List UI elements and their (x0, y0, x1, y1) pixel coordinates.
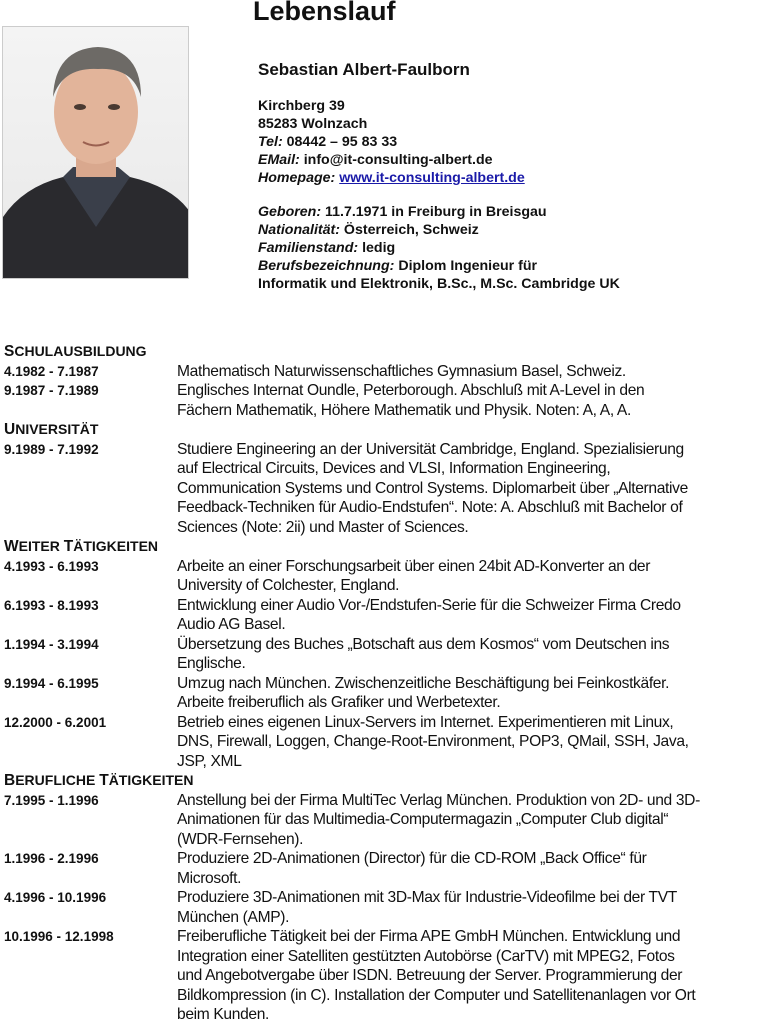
page-title: Lebenslauf (253, 0, 396, 26)
description-line: München (AMP). (177, 908, 290, 926)
entry-description (177, 440, 688, 538)
homepage-link[interactable]: www.it-consulting-albert.de (339, 170, 525, 186)
homepage-label: Homepage: (258, 170, 336, 186)
description-line: Fächern Mathematik, Höhere Mathematik und Physik. Noten: A, A, A. (177, 401, 631, 419)
entry-description (177, 362, 626, 382)
cv-entry (4, 849, 773, 888)
description-line: Mathematisch Naturwissenschaftliches Gymnasium Basel, Schweiz. (177, 362, 626, 380)
section-heading: SCHULAUSBILDUNG (4, 343, 147, 360)
cv-entry (4, 927, 773, 1024)
entry-description (177, 674, 669, 713)
personal-block (258, 203, 620, 293)
entry-date: 9.1994 - 6.1995 (4, 675, 99, 691)
description-line: Microsoft. (177, 869, 242, 887)
job-cont: Informatik und Elektronik, B.Sc., M.Sc. Cambridge UK (258, 276, 620, 292)
cv-sections (4, 342, 773, 1024)
description-line: Entwicklung einer Audio Vor-/Endstufen-Serie für die Schweizer Firma Credo (177, 596, 681, 614)
description-line: Studiere Engineering an der Universität Cambridge, England. Spezialisierung (177, 440, 684, 458)
entry-date: 7.1995 - 1.1996 (4, 792, 99, 808)
cv-entry (4, 557, 773, 596)
cv-entry (4, 791, 773, 850)
description-line: Bildkompression (in C). Installation der Computer und Satellitenanlagen vor Ort (177, 986, 696, 1004)
entry-description (177, 596, 681, 635)
description-line: University of Colchester, England. (177, 577, 400, 594)
nationality-label: Nationalität: (258, 222, 340, 238)
person-name: Sebastian Albert-Faulborn (258, 60, 470, 79)
description-line: Communication Systems und Control Systems. Diplomarbeit über „Alternative (177, 479, 688, 497)
entry-description (177, 713, 689, 772)
description-line: Integration einer Satelliten gestützten Autobörse (CarTV) mit MPEG2, Fotos (177, 947, 675, 965)
entry-date: 1.1996 - 2.1996 (4, 851, 99, 866)
tel: 08442 – 95 83 33 (282, 134, 398, 150)
nationality: Österreich, Schweiz (339, 222, 479, 238)
contact-block (258, 97, 525, 187)
description-line: Arbeite freiberuflich als Grafiker und Werbetexter. (177, 694, 501, 711)
description-line: Englische. (177, 655, 246, 672)
entry-date: 9.1987 - 7.1989 (4, 383, 99, 398)
description-line: Freiberufliche Tätigkeit bei der Firma APE GmbH München. Entwicklung und (177, 928, 681, 945)
cv-entry (4, 596, 773, 635)
entry-description (177, 791, 700, 850)
tel-label: Tel: (258, 134, 283, 150)
entry-date: 1.1994 - 3.1994 (4, 636, 99, 652)
description-line: Anstellung bei der Firma MultiTec Verlag München. Produktion von 2D- und 3D- (177, 791, 700, 809)
entry-date: 6.1993 - 8.1993 (4, 597, 99, 613)
entry-description (177, 557, 650, 596)
cv-entry (4, 713, 773, 772)
description-line: Arbeite an einer Forschungsarbeit über einen 24bit AD-Konverter an der (177, 557, 651, 575)
description-line: JSP, XML (177, 752, 242, 770)
description-line: Übersetzung des Buches „Botschaft aus dem Kosmos“ vom Deutschen ins (177, 635, 670, 653)
section-heading: BERUFLICHE TÄTIGKEITEN (4, 772, 194, 789)
cv-entry (4, 888, 773, 927)
section-heading: WEITER TÄTIGKEITEN (4, 538, 159, 555)
description-line: (WDR-Fernsehen). (177, 830, 304, 848)
born: 11.7.1971 in Freiburg in Breisgau (321, 204, 547, 220)
born-label: Geboren: (258, 204, 322, 220)
entry-date: 4.1996 - 10.1996 (4, 890, 107, 905)
cv-entry (4, 635, 773, 674)
description-line: Umzug nach München. Zwischenzeitliche Beschäftigung bei Feinkostkäfer. (177, 674, 670, 692)
entry-date: 12.2000 - 6.2001 (4, 714, 107, 730)
street: Kirchberg 39 (258, 98, 345, 114)
description-line: Animationen für das Multimedia-Computermagazin „Computer Club digital“ (177, 811, 669, 828)
description-line: und Angebotvergabe über ISDN. Betreuung der Server. Programmierung der (177, 967, 683, 984)
cv-entry (4, 440, 773, 538)
job-label: Berufsbezeichnung: (258, 258, 395, 274)
entry-date: 4.1993 - 6.1993 (4, 558, 99, 574)
job: Diplom Ingenieur für (394, 258, 538, 274)
entry-description (177, 635, 669, 674)
description-line: Feedback-Techniken für Audio-Endstufen“. Note: A. Abschluß mit Bachelor of (177, 499, 683, 516)
city: 85283 Wolnzach (258, 116, 368, 132)
email: info@it-consulting-albert.de (299, 152, 493, 168)
description-line: DNS, Firewall, Loggen, Change-Root-Environment, POP3, QMail, SSH, Java, (177, 733, 689, 750)
cv-entry (4, 381, 773, 420)
description-line: beim Kunden. (177, 1006, 270, 1023)
entry-description (177, 381, 644, 420)
description-line: Englisches Internat Oundle, Peterborough. Abschluß mit A-Level in den (177, 382, 645, 399)
description-line: Produziere 3D-Animationen mit 3D-Max für Industrie-Videofilme bei der TVT (177, 889, 677, 906)
entry-description (177, 888, 677, 927)
family-label: Familienstand: (258, 240, 359, 256)
family-status: ledig (358, 240, 396, 256)
section-heading: UNIVERSITÄT (4, 421, 99, 438)
cv-entry (4, 362, 773, 382)
description-line: auf Electrical Circuits, Devices and VLSI, Information Engineering, (177, 460, 611, 477)
portrait-photo (2, 26, 189, 279)
entry-date: 9.1989 - 7.1992 (4, 441, 99, 457)
description-line: Sciences (Note: 2ii) und Master of Sciences. (177, 518, 469, 536)
entry-date: 4.1982 - 7.1987 (4, 363, 99, 379)
entry-date: 10.1996 - 12.1998 (4, 929, 114, 944)
description-line: Produziere 2D-Animationen (Director) für die CD-ROM „Back Office“ für (177, 850, 647, 867)
description-line: Audio AG Basel. (177, 616, 286, 633)
description-line: Betrieb eines eigenen Linux-Servers im Internet. Experimentieren mit Linux, (177, 713, 674, 731)
entry-description (177, 927, 695, 1024)
email-label: EMail: (258, 152, 300, 168)
entry-description (177, 849, 647, 888)
cv-entry (4, 674, 773, 713)
